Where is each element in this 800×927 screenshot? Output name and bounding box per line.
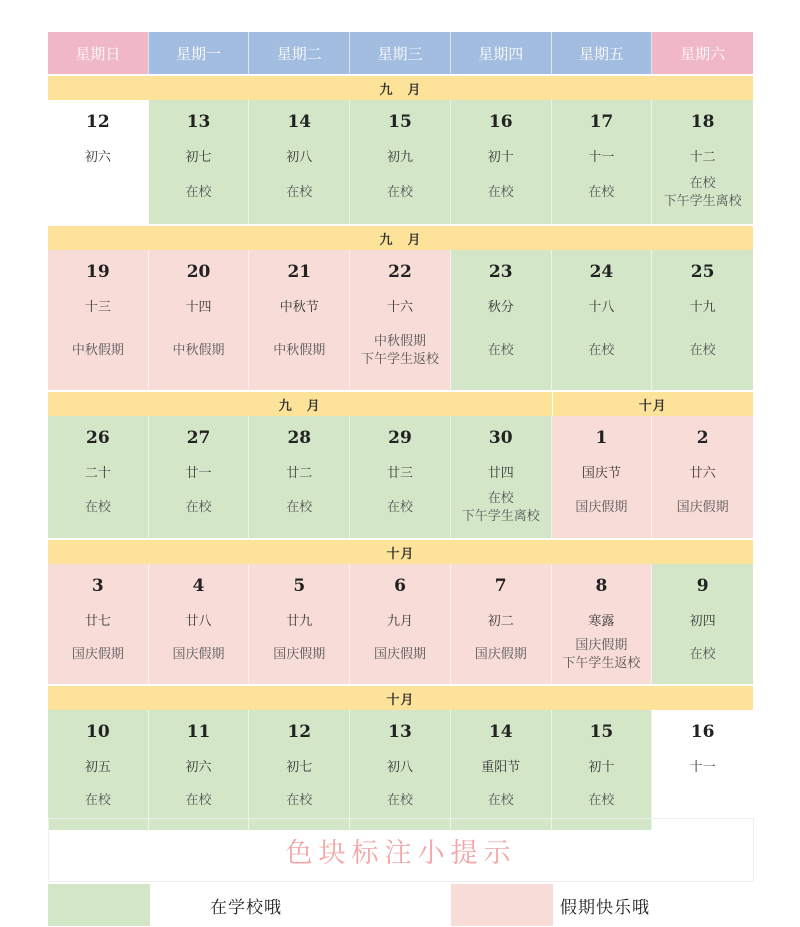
lunar-date: 初九 xyxy=(386,150,413,165)
day-note: 中秋假期 下午学生返校 xyxy=(360,334,439,367)
day-note: 中秋假期 xyxy=(172,343,225,358)
day-note: 在校 xyxy=(185,500,212,515)
day-cell[interactable] xyxy=(48,564,149,684)
day-cell[interactable] xyxy=(451,710,552,830)
day-cell[interactable] xyxy=(652,416,753,538)
day-number: 22 xyxy=(388,262,412,282)
day-note: 在校 xyxy=(286,500,313,515)
lunar-date: 廿一 xyxy=(185,466,212,481)
day-cell[interactable] xyxy=(552,250,653,390)
day-cell[interactable] xyxy=(451,416,552,538)
lunar-date: 十六 xyxy=(386,300,413,315)
day-number: 7 xyxy=(494,576,507,596)
day-number: 6 xyxy=(394,576,406,596)
week-row xyxy=(48,250,753,390)
month-label: 九 月 xyxy=(278,398,321,414)
day-number: 18 xyxy=(690,112,715,132)
weekday-header-2: 星期二 xyxy=(249,32,350,74)
day-note: 在校 xyxy=(487,793,514,808)
lunar-date: 初十 xyxy=(588,760,615,775)
week-row xyxy=(48,710,753,830)
day-note: 在校 xyxy=(84,793,111,808)
day-cell[interactable] xyxy=(451,100,552,224)
lunar-date: 初四 xyxy=(689,614,716,629)
day-number: 14 xyxy=(488,722,513,742)
day-cell[interactable] xyxy=(652,250,753,390)
day-note: 在校 xyxy=(588,343,615,358)
day-number: 15 xyxy=(388,112,412,132)
day-note: 在校 xyxy=(689,647,716,662)
day-cell[interactable] xyxy=(249,250,350,390)
weekday-header-4: 星期四 xyxy=(451,32,552,74)
month-band xyxy=(48,226,753,250)
weekday-header-row xyxy=(48,32,753,74)
month-band xyxy=(48,540,753,564)
day-note: 在校 xyxy=(286,793,313,808)
day-cell[interactable] xyxy=(149,416,250,538)
lunar-date: 十二 xyxy=(689,150,716,165)
day-number: 27 xyxy=(186,428,211,448)
week-row xyxy=(48,564,753,684)
lunar-date: 廿二 xyxy=(286,466,313,481)
lunar-date: 十四 xyxy=(185,300,212,315)
day-note: 国庆假期 xyxy=(71,647,124,662)
day-note: 国庆假期 xyxy=(172,647,225,662)
day-number: 14 xyxy=(287,112,312,132)
day-cell[interactable] xyxy=(451,564,552,684)
day-cell[interactable] xyxy=(48,100,149,224)
day-number: 24 xyxy=(589,262,614,282)
lunar-date: 廿四 xyxy=(487,466,514,481)
lunar-date: 初六 xyxy=(84,150,111,165)
legend-title: 色块标注小提示 xyxy=(285,837,517,869)
day-note: 国庆假期 xyxy=(575,500,628,515)
lunar-date: 十三 xyxy=(84,300,111,315)
weekday-header-5: 星期五 xyxy=(552,32,653,74)
day-note: 在校 xyxy=(185,793,212,808)
day-number: 3 xyxy=(91,576,104,596)
day-cell[interactable] xyxy=(652,100,753,224)
month-label: 九 月 xyxy=(379,82,422,98)
day-cell[interactable] xyxy=(48,710,149,830)
lunar-date: 初二 xyxy=(487,614,514,629)
legend-holiday-swatch xyxy=(451,884,553,926)
day-cell[interactable] xyxy=(451,250,552,390)
calendar-weeks xyxy=(48,76,753,830)
month-label: 十月 xyxy=(386,692,415,708)
day-number: 29 xyxy=(388,428,412,448)
day-note: 在校 下午学生离校 xyxy=(663,176,742,209)
lunar-date: 初五 xyxy=(84,760,111,775)
month-label: 十月 xyxy=(552,392,753,416)
day-number: 1 xyxy=(595,428,608,448)
month-label: 九 月 xyxy=(379,232,422,248)
day-cell[interactable] xyxy=(149,100,250,224)
day-number: 11 xyxy=(186,722,211,742)
lunar-date: 初七 xyxy=(286,760,313,775)
day-cell[interactable] xyxy=(552,100,653,224)
month-band xyxy=(48,686,753,710)
day-note: 在校 下午学生离校 xyxy=(461,491,540,524)
day-cell[interactable] xyxy=(552,564,653,684)
lunar-date: 国庆节 xyxy=(581,466,621,481)
day-number: 21 xyxy=(287,262,312,282)
day-number: 4 xyxy=(192,576,205,596)
day-cell[interactable] xyxy=(249,564,350,684)
day-cell[interactable] xyxy=(552,710,653,830)
day-number: 9 xyxy=(696,576,709,596)
month-band xyxy=(48,76,753,100)
day-note: 在校 xyxy=(386,185,413,200)
day-cell[interactable] xyxy=(149,710,250,830)
lunar-date: 寒露 xyxy=(588,614,615,629)
lunar-date: 九月 xyxy=(386,614,413,629)
lunar-date: 廿九 xyxy=(286,614,313,629)
lunar-date: 二十 xyxy=(84,466,111,481)
lunar-date: 初八 xyxy=(386,760,413,775)
day-note: 中秋假期 xyxy=(273,343,326,358)
day-number: 15 xyxy=(589,722,614,742)
lunar-date: 初七 xyxy=(185,150,212,165)
day-number: 17 xyxy=(589,112,614,132)
day-number: 20 xyxy=(186,262,211,282)
day-note: 国庆假期 xyxy=(273,647,326,662)
lunar-date: 中秋节 xyxy=(279,300,319,315)
day-cell[interactable] xyxy=(48,416,149,538)
day-cell[interactable] xyxy=(552,416,653,538)
day-number: 13 xyxy=(186,112,211,132)
lunar-date: 重阳节 xyxy=(481,760,521,775)
lunar-date: 廿八 xyxy=(185,614,212,629)
weekday-header-6: 星期六 xyxy=(652,32,753,74)
day-note: 在校 xyxy=(588,185,615,200)
legend-school-label: 在学校哦 xyxy=(210,897,282,918)
day-note: 在校 xyxy=(185,185,212,200)
day-cell[interactable] xyxy=(350,710,451,830)
day-note: 国庆假期 xyxy=(373,647,426,662)
weekday-header-1: 星期一 xyxy=(149,32,250,74)
lunar-date: 十一 xyxy=(689,760,716,775)
day-note: 在校 xyxy=(689,343,716,358)
day-cell[interactable] xyxy=(48,250,149,390)
legend-school-swatch xyxy=(48,884,150,926)
lunar-date: 秋分 xyxy=(487,300,514,315)
lunar-date: 十八 xyxy=(588,300,615,315)
day-number: 16 xyxy=(488,112,513,132)
day-number: 28 xyxy=(287,428,312,448)
lunar-date: 十九 xyxy=(689,300,716,315)
calendar xyxy=(48,32,753,830)
day-number: 2 xyxy=(696,428,709,448)
month-label: 十月 xyxy=(386,546,415,562)
day-note: 国庆假期 xyxy=(474,647,527,662)
day-note: 在校 xyxy=(487,343,514,358)
day-note: 国庆假期 xyxy=(676,500,729,515)
day-cell[interactable] xyxy=(249,710,350,830)
day-note: 在校 xyxy=(84,500,111,515)
weekday-header-3: 星期三 xyxy=(350,32,451,74)
lunar-date: 廿三 xyxy=(386,466,413,481)
day-note: 在校 xyxy=(286,185,313,200)
lunar-date: 初十 xyxy=(487,150,514,165)
day-number: 10 xyxy=(86,722,110,742)
day-number: 12 xyxy=(287,722,312,742)
day-number: 8 xyxy=(595,576,608,596)
day-note: 国庆假期 下午学生返校 xyxy=(562,638,641,671)
day-number: 13 xyxy=(388,722,412,742)
day-cell[interactable] xyxy=(249,416,350,538)
day-note: 中秋假期 xyxy=(71,343,124,358)
lunar-date: 廿六 xyxy=(689,466,716,481)
day-cell[interactable] xyxy=(350,250,451,390)
day-cell[interactable] xyxy=(149,250,250,390)
day-number: 26 xyxy=(86,428,110,448)
day-cell[interactable] xyxy=(249,100,350,224)
day-cell[interactable] xyxy=(652,564,753,684)
week-row xyxy=(48,100,753,224)
lunar-date: 十一 xyxy=(588,150,615,165)
week-row xyxy=(48,416,753,538)
day-cell[interactable] xyxy=(350,100,451,224)
day-number: 25 xyxy=(690,262,715,282)
day-cell[interactable] xyxy=(652,710,753,830)
day-cell[interactable] xyxy=(350,564,451,684)
day-cell[interactable] xyxy=(149,564,250,684)
day-note: 在校 xyxy=(386,793,413,808)
day-number: 5 xyxy=(293,576,306,596)
day-number: 12 xyxy=(86,112,110,132)
lunar-date: 廿七 xyxy=(84,614,111,629)
day-number: 23 xyxy=(488,262,513,282)
day-note: 在校 xyxy=(487,185,514,200)
month-band xyxy=(48,392,753,416)
weekday-header-0: 星期日 xyxy=(48,32,149,74)
legend-title-box xyxy=(48,818,754,882)
day-note: 在校 xyxy=(386,500,413,515)
day-number: 16 xyxy=(690,722,715,742)
lunar-date: 初六 xyxy=(185,760,212,775)
lunar-date: 初八 xyxy=(286,150,313,165)
day-cell[interactable] xyxy=(350,416,451,538)
day-note: 在校 xyxy=(588,793,615,808)
day-number: 30 xyxy=(488,428,513,448)
day-number: 19 xyxy=(86,262,110,282)
legend-holiday-label: 假期快乐哦 xyxy=(560,897,650,918)
